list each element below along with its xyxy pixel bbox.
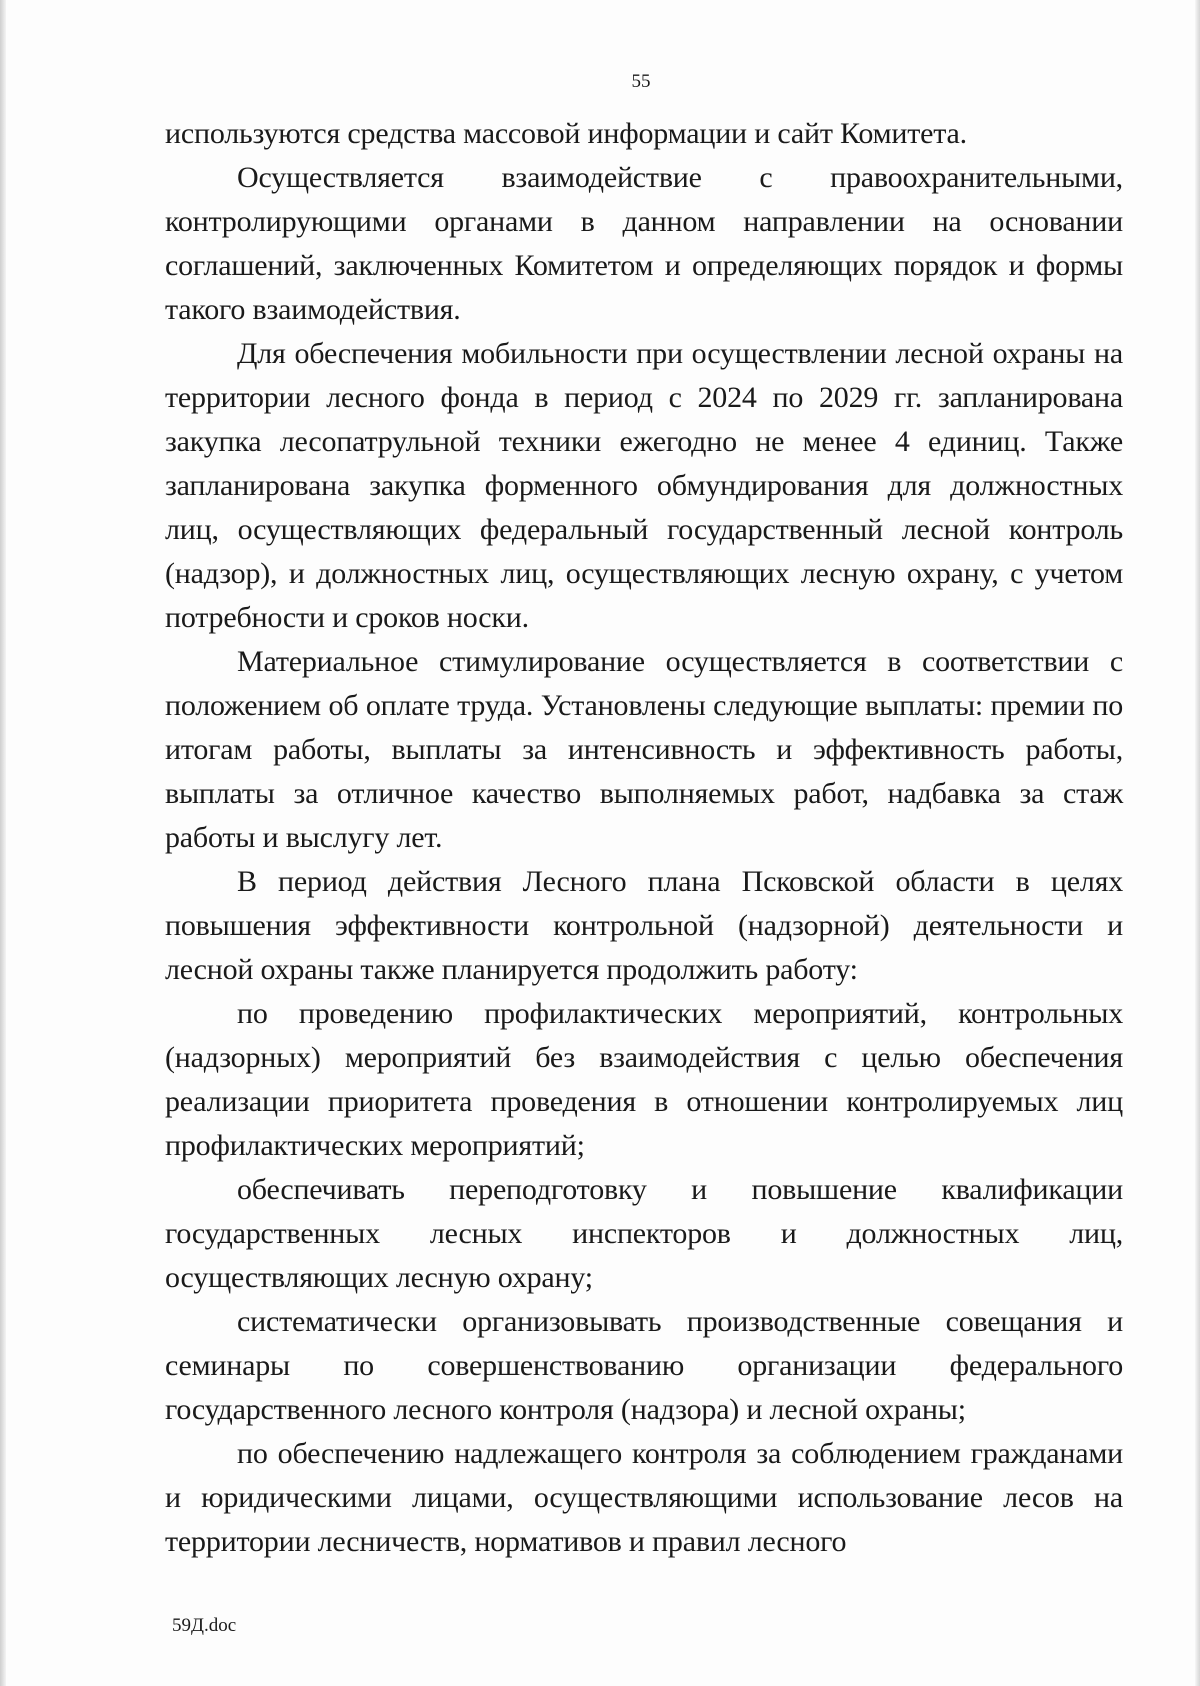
paragraph-forest-plan-period: В период действия Лесного плана Псковской области в целях повышения эффективности контрольной (надзорной) деятельности и лесной охраны также планируется продолжить работу:	[165, 865, 1123, 986]
footer-file-name: 59Д.doc	[172, 1615, 237, 1636]
scan-edge-left	[0, 0, 6, 1686]
paragraph-interaction: Осуществляется взаимодействие с правоохранительными, контролирующими органами в данном направлении на основании соглашений, заключенных Комитетом и определяющих порядок и формы такого взаимодействия.	[165, 161, 1123, 326]
list-item-retraining: обеспечивать переподготовку и повышение квалификации государственных лесных инспекторов и должностных лиц, осуществляющих лесную охрану;	[165, 1173, 1123, 1294]
paragraph-continuation: используются средства массовой информации и сайт Комитета.	[165, 117, 967, 150]
list-item-meetings-seminars: систематически организовывать производственные совещания и семинары по совершенствованию организации федерального государственного лесного контроля (надзора) и лесной охраны;	[165, 1305, 1123, 1426]
page-number: 55	[631, 71, 651, 92]
paragraph-material-incentives: Материальное стимулирование осуществляется в соответствии с положением об оплате труда. Установлены следующие выплаты: премии по итогам работы, выплаты за интенсивность и эффективность работы, выплаты за отличное качество выполняемых работ, надбавка за стаж работы и выслугу лет.	[165, 645, 1123, 854]
scan-edge-right	[1195, 0, 1200, 1686]
list-item-compliance-control: по обеспечению надлежащего контроля за соблюдением гражданами и юридическими лицами, осуществляющими использование лесов на территории лесничеств, нормативов и правил лесного	[165, 1437, 1123, 1558]
list-item-preventive-measures: по проведению профилактических мероприятий, контрольных (надзорных) мероприятий без взаимодействия с целью обеспечения реализации приоритета проведения в отношении контролируемых лиц профилактических мероприятий;	[165, 997, 1123, 1162]
paragraph-mobility: Для обеспечения мобильности при осуществлении лесной охраны на территории лесного фонда в период с 2024 по 2029 гг. запланирована закупка лесопатрульной техники ежегодно не менее 4 единиц. Также запланирована закупка форменного обмундирования для должностных лиц, осуществляющих федеральный государственный лесной контроль (надзор), и должностных лиц, осуществляющих лесную охрану, с учетом потребности и сроков носки.	[165, 337, 1123, 634]
document-body	[165, 112, 1123, 1564]
